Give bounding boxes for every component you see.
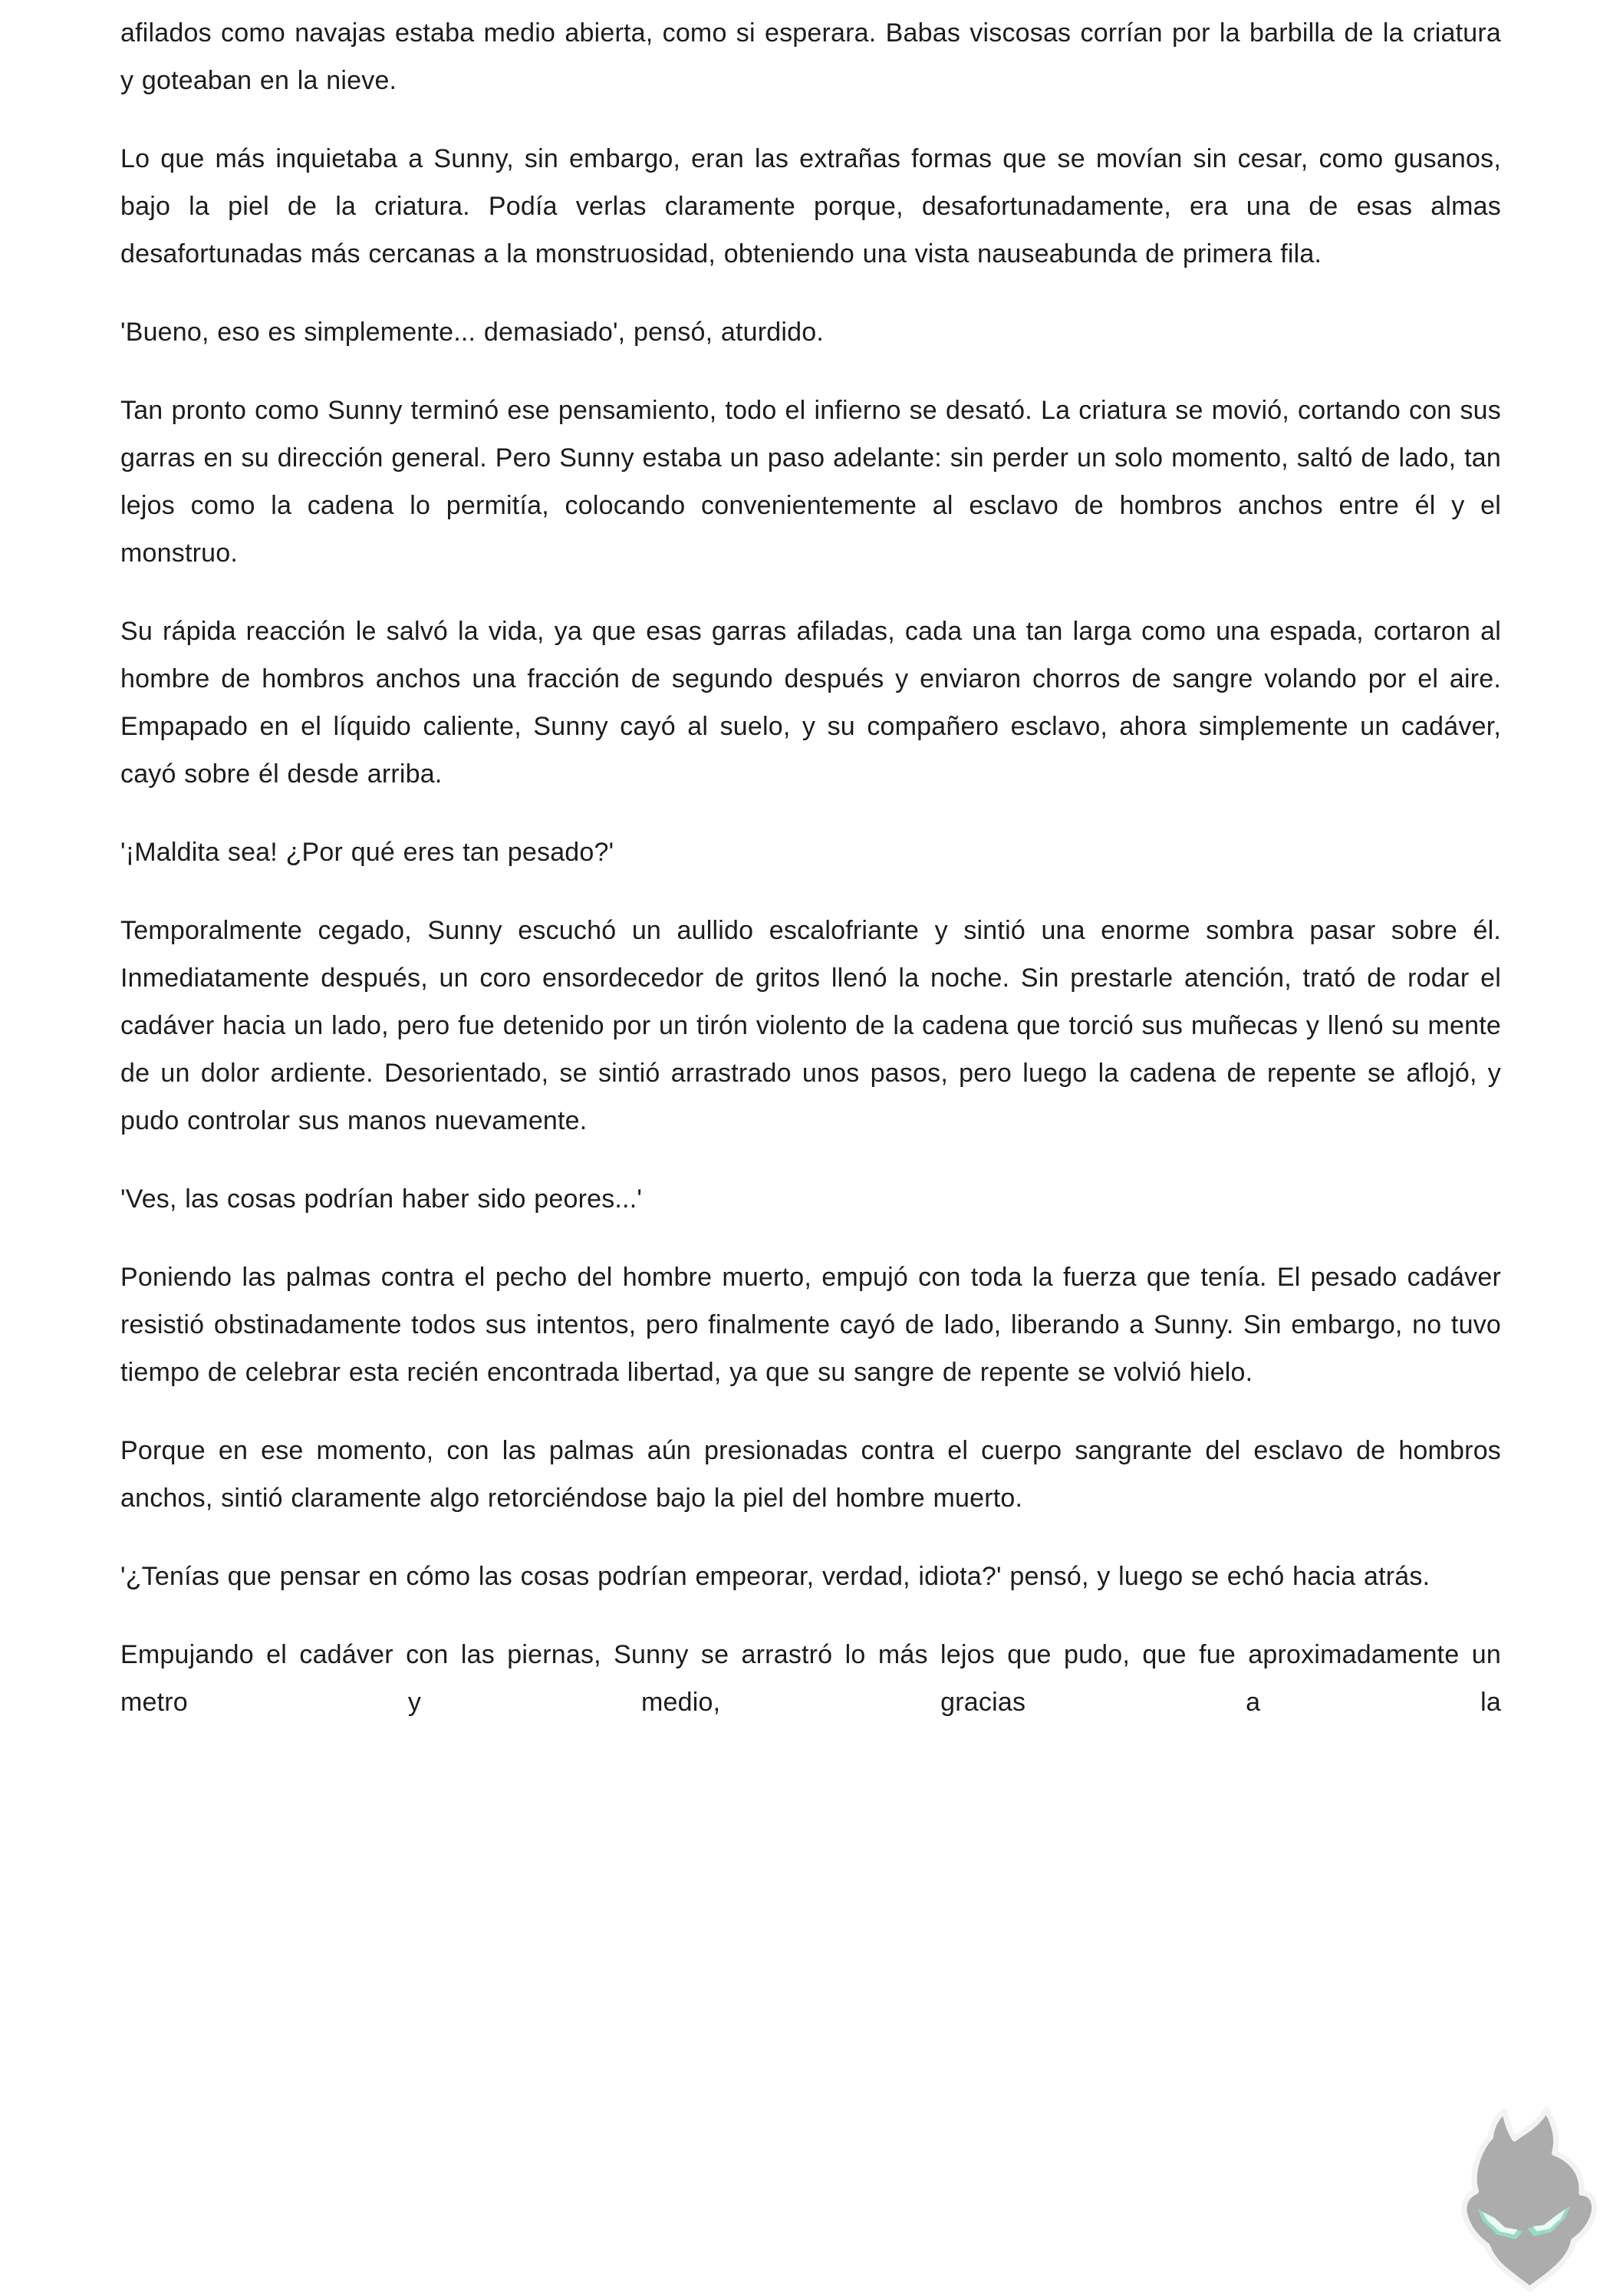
text-block	[120, 9, 1501, 1757]
paragraph: Poniendo las palmas contra el pecho del hombre muerto, empujó con toda la fuerza que tenía. El pesado cadáver resistió obstinadamente todos sus intentos, pero finalmente cayó de lado, liberando a Sunny. Sin embargo, no tuvo tiempo de celebrar esta recién encontrada libertad, ya que su sangre de repente se volvió hielo.	[120, 1263, 1501, 1387]
paragraph: Temporalmente cegado, Sunny escuchó un aullido escalofriante y sintió una enorme sombra pasar sobre él. Inmediatamente después, un coro ensordecedor de gritos llenó la noche. Sin prestarle atención, trató de rodar el cadáver hacia un lado, pero fue detenido por un tirón violento de la cadena que torció sus muñecas y llenó su mente de un dolor ardiente. Desorientado, se sintió arrastrado unos pasos, pero luego la cadena de repente se aflojó, y pudo controlar sus manos nuevamente.	[120, 916, 1501, 1135]
paragraph: Porque en ese momento, con las palmas aún presionadas contra el cuerpo sangrante del esclavo de hombros anchos, sintió claramente algo retorciéndose bajo la piel del hombre muerto.	[120, 1436, 1501, 1513]
demon-head-logo	[1428, 2103, 1620, 2296]
paragraph: 'Bueno, eso es simplemente... demasiado', pensó, aturdido.	[120, 318, 825, 347]
paragraph: Empujando el cadáver con las piernas, Sunny se arrastró lo más lejos que pudo, que fue aproximadamente un metro y medio, gracias a la	[120, 1640, 1501, 1717]
paragraph: Su rápida reacción le salvó la vida, ya que esas garras afiladas, cada una tan larga como una espada, cortaron al hombre de hombros anchos una fracción de segundo después y enviaron chorros de sangre volando por el aire. Empapado en el líquido caliente, Sunny cayó al suelo, y su compañero esclavo, ahora simplemente un cadáver, cayó sobre él desde arriba.	[120, 617, 1501, 789]
paragraph: '¿Tenías que pensar en cómo las cosas podrían empeorar, verdad, idiota?' pensó, y luego se echó hacia atrás.	[120, 1562, 1430, 1591]
demon-head-icon	[1428, 2103, 1620, 2296]
paragraph: Lo que más inquietaba a Sunny, sin embargo, eran las extrañas formas que se movían sin cesar, como gusanos, bajo la piel de la criatura. Podía verlas claramente porque, desafortunadamente, era una de esas almas desafortunadas más cercanas a la monstruosidad, obteniendo una vista nauseabunda de primera fila.	[120, 144, 1501, 268]
paragraph: Tan pronto como Sunny terminó ese pensamiento, todo el infierno se desató. La criatura se movió, cortando con sus garras en su dirección general. Pero Sunny estaba un paso adelante: sin perder un solo momento, saltó de lado, tan lejos como la cadena lo permitía, colocando convenientemente al esclavo de hombros anchos entre él y el monstruo.	[120, 396, 1501, 568]
paragraph: 'Ves, las cosas podrían haber sido peores...'	[120, 1184, 643, 1214]
paragraph: afilados como navajas estaba medio abierta, como si esperara. Babas viscosas corrían por la barbilla de la criatura y goteaban en la nieve.	[120, 18, 1501, 95]
paragraph: '¡Maldita sea! ¿Por qué eres tan pesado?'	[120, 838, 614, 867]
